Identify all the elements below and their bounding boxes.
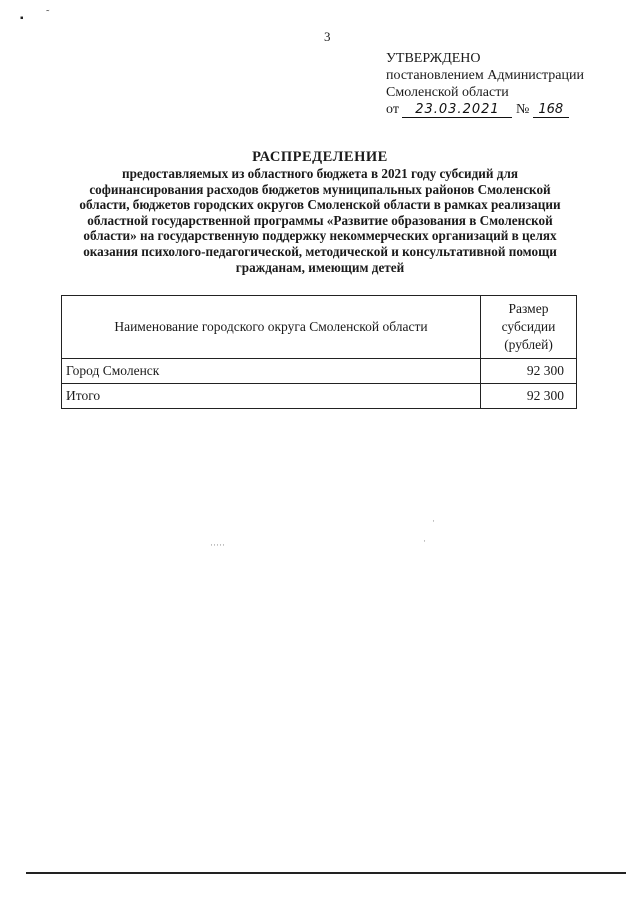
header-amount-line: субсидии — [501, 319, 556, 334]
approval-block — [386, 50, 584, 118]
number-label: № — [515, 102, 530, 117]
scan-speck: ····· — [210, 540, 225, 550]
header-amount-line: Размер — [508, 301, 549, 316]
scan-speck: · — [423, 536, 426, 546]
header-name: Наименование городского округа Смоленской области — [62, 296, 481, 359]
approval-heading: УТВЕРЖДЕНО — [386, 51, 481, 66]
row-name: Итого — [62, 384, 481, 409]
table-header-row — [62, 296, 577, 359]
scan-speck: ˜ — [46, 9, 50, 20]
row-amount: 92 300 — [481, 359, 577, 384]
header-amount-line: (рублей) — [504, 337, 553, 352]
date-prefix: от — [386, 102, 399, 117]
document-title: РАСПРЕДЕЛЕНИЕ — [252, 149, 388, 165]
page-number: 3 — [324, 29, 331, 44]
row-name: Город Смоленск — [62, 359, 481, 384]
bottom-rule — [26, 872, 626, 874]
header-amount — [481, 296, 577, 359]
scan-speck: · — [432, 516, 435, 526]
handwritten-date: 23.03.2021 — [402, 103, 512, 118]
table-row-total — [62, 384, 577, 409]
row-amount: 92 300 — [481, 384, 577, 409]
distribution-table — [61, 295, 577, 409]
approval-date-line — [386, 101, 584, 118]
table-row — [62, 359, 577, 384]
approval-line: Смоленской области — [386, 85, 509, 100]
approval-line: постановлением Администрации — [386, 68, 584, 83]
document-subtitle: предоставляемых из областного бюджета в 2021 году субсидий для софинансирования расходов бюджетов муниципальных районов Смоленской области, бюджетов городских округов Смоленской области в рамках реализации областной государственной программы «Развитие образования в Смоленской области» на государственную поддержку некоммерческих организаций в целях оказания психолого-педагогической, методической и консультативной помощи гражданам, имеющим детей — [79, 166, 561, 275]
scan-speck: ▪ — [20, 13, 24, 24]
handwritten-number: 168 — [533, 103, 569, 118]
